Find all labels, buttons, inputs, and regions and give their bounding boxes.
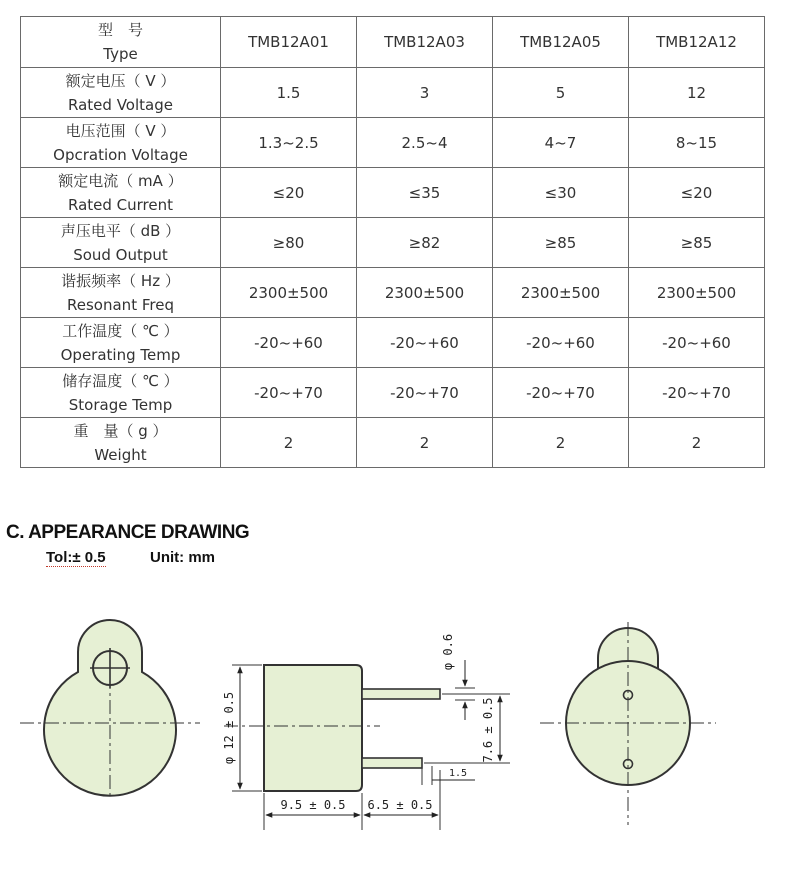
model-cell: TMB12A01: [221, 17, 357, 68]
value-cell: 2: [357, 418, 493, 468]
header-label-cell: [21, 17, 221, 68]
pin-upper: [362, 689, 440, 699]
row-label-cn: 电压范围（ V ）: [65, 121, 176, 140]
value-cell: 4~7: [493, 118, 629, 168]
unit-label: Unit: mm: [150, 549, 215, 566]
row-label-cn: 声压电平（ dB ）: [60, 221, 181, 240]
table-header-row: [21, 17, 765, 68]
dim-pin-pitch: 7.6 ± 0.5: [481, 697, 495, 763]
row-label-en: Weight: [94, 445, 147, 464]
row-label-en: Soud Output: [73, 245, 168, 264]
value-cell: -20~+60: [629, 318, 765, 368]
row-label-cell: [21, 268, 221, 318]
side-view: [222, 634, 510, 830]
row-label-en: Storage Temp: [68, 395, 173, 414]
value-cell: 3: [357, 68, 493, 118]
model-cell: TMB12A05: [493, 17, 629, 68]
row-label-cn: 重 量（ g ）: [73, 421, 168, 440]
header-label-en: Type: [103, 45, 138, 63]
model-cell: TMB12A12: [629, 17, 765, 68]
appearance-drawing: [0, 600, 790, 883]
value-cell: ≥82: [357, 218, 493, 268]
value-cell: 2: [493, 418, 629, 468]
value-cell: -20~+70: [493, 368, 629, 418]
row-label-cn: 谐振频率（ Hz ）: [61, 271, 180, 290]
value-cell: 1.3~2.5: [221, 118, 357, 168]
dim-pin-diameter: φ 0.6: [441, 633, 455, 671]
value-cell: ≤20: [221, 168, 357, 218]
value-cell: -20~+70: [357, 368, 493, 418]
row-label-en: Opcration Voltage: [53, 145, 188, 164]
value-cell: ≥85: [493, 218, 629, 268]
value-cell: 2: [629, 418, 765, 468]
dim-diameter: φ 12 ± 0.5: [222, 691, 236, 765]
spec-row: [21, 368, 765, 418]
value-cell: -20~+60: [493, 318, 629, 368]
value-cell: 1.5: [221, 68, 357, 118]
side-body: [264, 665, 362, 791]
dim-body-height: 9.5 ± 0.5: [280, 798, 346, 812]
spec-row: [21, 118, 765, 168]
value-cell: ≤30: [493, 168, 629, 218]
spec-row: [21, 268, 765, 318]
value-cell: 2300±500: [357, 268, 493, 318]
value-cell: 5: [493, 68, 629, 118]
row-label-cell: [21, 118, 221, 168]
spec-row: [21, 168, 765, 218]
section-title: C. APPEARANCE DRAWING: [6, 522, 250, 543]
value-cell: ≤20: [629, 168, 765, 218]
row-label-cell: [21, 418, 221, 468]
value-cell: 2300±500: [493, 268, 629, 318]
dim-pin-length: 6.5 ± 0.5: [367, 798, 433, 812]
row-label-cell: [21, 68, 221, 118]
row-label-en: Operating Temp: [60, 345, 181, 364]
spec-row: [21, 68, 765, 118]
value-cell: ≤35: [357, 168, 493, 218]
dim-small: 1.5: [448, 768, 468, 779]
top-view: [20, 620, 200, 800]
value-cell: 2.5~4: [357, 118, 493, 168]
row-label-en: Rated Current: [67, 195, 174, 214]
value-cell: ≥80: [221, 218, 357, 268]
spec-table: [20, 16, 765, 468]
value-cell: -20~+60: [357, 318, 493, 368]
value-cell: 2: [221, 418, 357, 468]
model-cell: TMB12A03: [357, 17, 493, 68]
row-label-cn: 储存温度（ ℃ ）: [62, 371, 179, 390]
row-label-cell: [21, 368, 221, 418]
row-label-cell: [21, 168, 221, 218]
row-label-cn: 额定电压（ V ）: [65, 71, 176, 90]
header-label-cn: 型 号: [97, 21, 143, 39]
value-cell: -20~+70: [629, 368, 765, 418]
row-label-cn: 工作温度（ ℃ ）: [62, 321, 179, 340]
row-label-en: Resonant Freq: [67, 295, 174, 314]
pin-lower: [362, 758, 422, 768]
spec-row: [21, 318, 765, 368]
value-cell: 2300±500: [221, 268, 357, 318]
spec-row: [21, 218, 765, 268]
value-cell: 12: [629, 68, 765, 118]
row-label-cell: [21, 318, 221, 368]
value-cell: -20~+60: [221, 318, 357, 368]
spec-row: [21, 418, 765, 468]
row-label-en: Rated Voltage: [68, 95, 173, 114]
row-label-cell: [21, 218, 221, 268]
value-cell: -20~+70: [221, 368, 357, 418]
value-cell: ≥85: [629, 218, 765, 268]
value-cell: 8~15: [629, 118, 765, 168]
value-cell: 2300±500: [629, 268, 765, 318]
tolerance-label: Tol:± 0.5: [46, 549, 106, 566]
bottom-view: [540, 622, 716, 825]
row-label-cn: 额定电流（ mA ）: [58, 171, 183, 190]
